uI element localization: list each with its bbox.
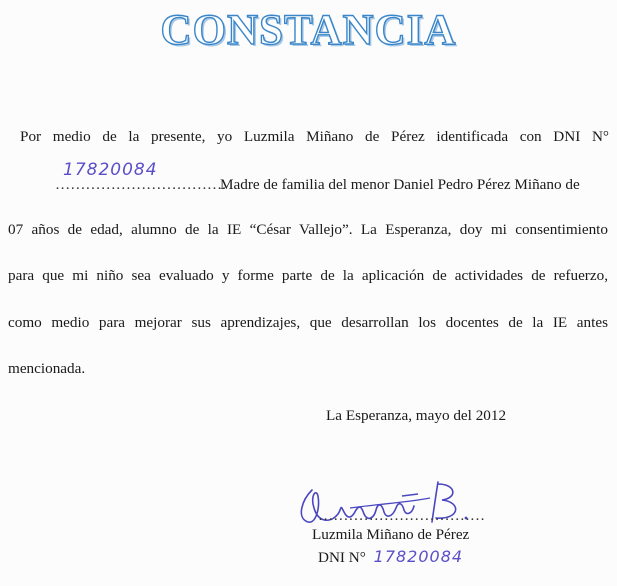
signature-handwritten-dni: 17820084: [373, 547, 464, 566]
signature-dni-line: [318, 547, 463, 568]
paragraph-line-2-text: Madre de familia del menor Daniel Pedro Pérez Miñano de: [220, 176, 580, 193]
paragraph-line-1: Por medio de la presente, yo Luzmila Miñano de Pérez identificada con DNI N°: [20, 128, 609, 145]
handwritten-dni: 17820084: [63, 160, 158, 180]
place-and-date: La Esperanza, mayo del 2012: [326, 407, 507, 424]
dni-fill-dots: …………………………….: [55, 176, 226, 193]
signature-name: Luzmila Miñano de Pérez: [312, 526, 470, 543]
paragraph-line-3: 07 años de edad, alumno de la IE “César Vallejo”. La Esperanza, doy mi consentimiento: [8, 221, 608, 238]
signature-dni-label: DNI N°: [318, 549, 366, 566]
paragraph-line-5: como medio para mejorar sus aprendizajes, que desarrollan los docentes de la IE antes: [8, 314, 608, 331]
document-title: CONSTANCIA: [160, 7, 457, 54]
paragraph-line-6: mencionada.: [8, 360, 86, 377]
paragraph-line-4: para que mi niño sea evaluado y forme parte de la aplicación de actividades de refuerzo,: [8, 267, 608, 284]
signature-dots: ……………………………: [318, 507, 486, 524]
